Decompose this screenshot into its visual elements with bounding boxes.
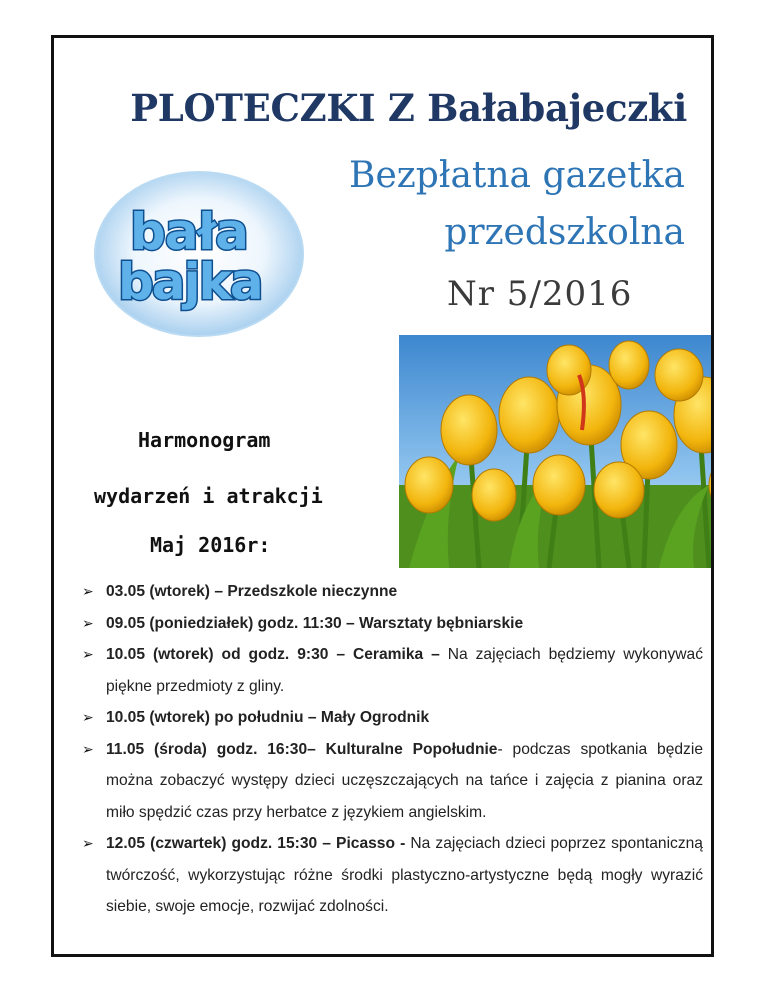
event-item (78, 639, 703, 702)
newsletter-title: PLOTECZKI Z Bałabajeczki (130, 86, 687, 130)
event-item (78, 828, 703, 923)
subtitle-line-2: przedszkolna (444, 212, 685, 253)
event-head: 10.05 (wtorek) po południu – Mały Ogrodnik (106, 709, 430, 726)
event-head: 12.05 (czwartek) godz. 15:30 – Picasso - (106, 835, 406, 852)
event-item (78, 702, 703, 734)
events-list (78, 576, 703, 923)
arrow-bullet-icon: ➢ (82, 835, 94, 851)
event-item (78, 734, 703, 829)
schedule-heading-line-3: Maj 2016r: (150, 533, 271, 557)
event-head: 03.05 (wtorek) – Przedszkole nieczynne (106, 583, 398, 600)
schedule-heading-line-1: Harmonogram (138, 428, 271, 452)
newsletter-page (51, 35, 714, 957)
event-item (78, 576, 703, 608)
arrow-bullet-icon: ➢ (82, 614, 94, 631)
arrow-bullet-icon: ➢ (82, 583, 94, 599)
event-head: 09.05 (poniedziałek) godz. 11:30 – Warsztaty bębniarskie (106, 614, 524, 632)
event-desc: Na zajęciach będziemy wykonywać piękne przedmioty z gliny. (106, 646, 703, 695)
subtitle-line-1: Bezpłatna gazetka (349, 155, 685, 196)
arrow-bullet-icon: ➢ (82, 740, 94, 757)
logo-text-line-1: bała (130, 203, 248, 261)
event-item (78, 608, 703, 640)
issue-number: Nr 5/2016 (447, 274, 633, 314)
arrow-bullet-icon: ➢ (82, 646, 94, 662)
event-desc: Na zajęciach dzieci poprzez spontaniczną twórczość, wykorzystując różne środki plastyczno-artystyczne będą mogły wyrazić siebie, swoje emocje, rozwijać zdolności. (106, 835, 703, 915)
event-head: 11.05 (środa) godz. 16:30– Kulturalne Popołudnie (106, 740, 498, 758)
balabajka-logo (92, 169, 307, 339)
event-head: 10.05 (wtorek) od godz. 9:30 – Ceramika – (106, 646, 440, 663)
schedule-heading-line-2: wydarzeń i atrakcji (94, 484, 323, 508)
yellow-tulips-photo (399, 335, 714, 568)
arrow-bullet-icon: ➢ (82, 709, 94, 725)
event-desc: - podczas spotkania będzie można zobaczyć występy dzieci uczęszczających na tańce i zajęcia z pianina oraz miło spędzić czas przy herbatce z językiem angielskim. (106, 740, 703, 821)
logo-text-line-2: bajka (118, 253, 262, 311)
